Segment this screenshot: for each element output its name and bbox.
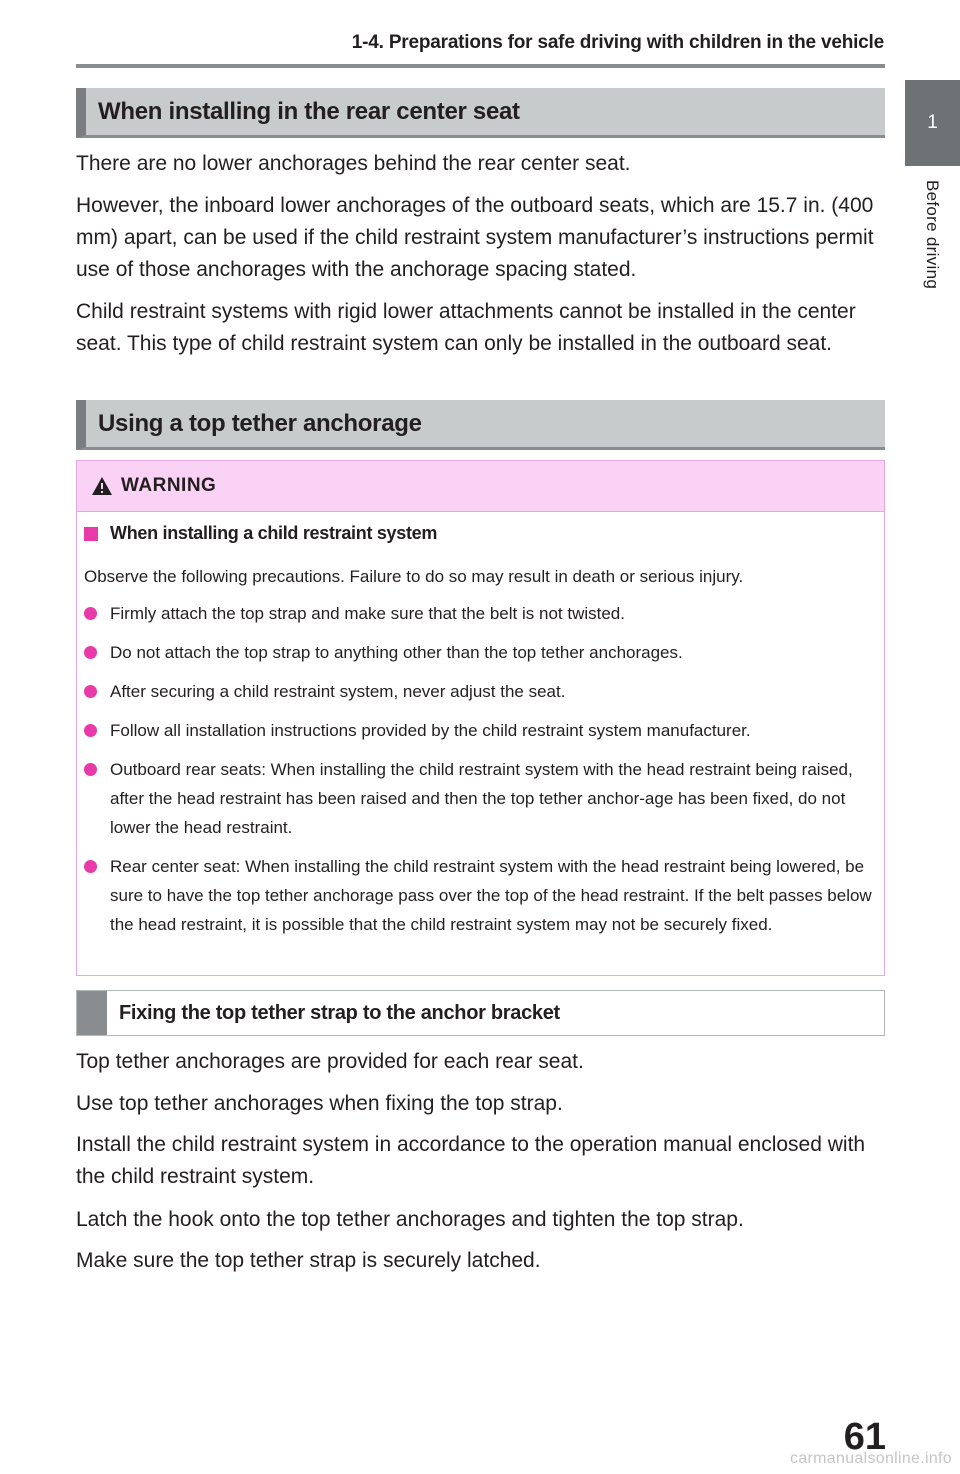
- bullet-icon: [84, 646, 97, 659]
- list-item: [84, 716, 874, 745]
- list-item: [84, 852, 874, 939]
- warning-header: [77, 461, 884, 512]
- list-item: [84, 677, 874, 706]
- list-item-text: Outboard rear seats: When installing the child restraint system with the head restraint being raised, after the head restraint has been raised and then the top tether anchor-age has been fixed, do not lower the head restraint.: [110, 760, 853, 837]
- bullet-icon: [84, 860, 97, 873]
- bullet-icon: [84, 724, 97, 737]
- section-heading-top-tether: Using a top tether anchorage: [76, 400, 885, 450]
- list-item-text: Firmly attach the top strap and make sure that the belt is not twisted.: [110, 604, 625, 623]
- section-heading-rear-center-seat: When installing in the rear center seat: [76, 88, 885, 138]
- warning-intro: Observe the following precautions. Failure to do so may result in death or serious injury.: [84, 567, 744, 586]
- warning-subheading: [84, 523, 437, 544]
- bullet-icon: [84, 607, 97, 620]
- paragraph: Child restraint systems with rigid lower attachments cannot be installed in the center seat. This type of child restraint system can only be installed in the outboard seat.: [76, 300, 856, 355]
- header-divider: [76, 64, 885, 68]
- warning-label: WARNING: [121, 475, 217, 496]
- paragraph: Top tether anchorages are provided for each rear seat.: [76, 1050, 584, 1073]
- bullet-icon: [84, 685, 97, 698]
- warning-triangle-icon: [91, 476, 113, 496]
- list-item-text: Follow all installation instructions provided by the child restraint system manufacturer.: [110, 721, 751, 740]
- paragraph: Install the child restraint system in accordance to the operation manual enclosed with the child restraint system.: [76, 1133, 866, 1188]
- paragraph: Use top tether anchorages when fixing the top strap.: [76, 1092, 563, 1115]
- list-item: [84, 755, 874, 842]
- warning-list: [84, 599, 874, 949]
- bullet-icon: [84, 763, 97, 776]
- subsection-heading-fixing-strap: [76, 990, 885, 1036]
- square-bullet-icon: [84, 527, 98, 541]
- chapter-tab[interactable]: [905, 80, 960, 166]
- page-number: 61: [843, 1416, 886, 1458]
- list-item: [84, 599, 874, 628]
- list-item-text: Rear center seat: When installing the child restraint system with the head restraint being lowered, be sure to have the top tether anchorage pass over the top of the head restraint. If the belt passes below the head restraint, it is possible that the child restraint system may not be securely fixed.: [110, 857, 872, 934]
- warning-subheading-text: When installing a child restraint system: [110, 523, 438, 543]
- warning-box: [76, 460, 885, 976]
- running-header: 1-4. Preparations for safe driving with children in the vehicle: [351, 32, 884, 53]
- chapter-number: 1: [927, 112, 938, 133]
- list-item-text: After securing a child restraint system, never adjust the seat.: [110, 682, 566, 701]
- paragraph: Latch the hook onto the top tether anchorages and tighten the top strap.: [76, 1208, 744, 1231]
- subsection-marker: [77, 991, 107, 1035]
- chapter-label: Before driving: [923, 180, 942, 290]
- list-item-text: Do not attach the top strap to anything other than the top tether anchorages.: [110, 643, 683, 662]
- paragraph: Make sure the top tether strap is securely latched.: [76, 1249, 541, 1272]
- subsection-title: Fixing the top tether strap to the anchor bracket: [119, 1001, 560, 1024]
- paragraph: There are no lower anchorages behind the rear center seat.: [76, 152, 631, 175]
- list-item: [84, 638, 874, 667]
- footer-watermark: carmanualsonline.info: [790, 1450, 952, 1467]
- paragraph: However, the inboard lower anchorages of the outboard seats, which are 15.7 in. (400 mm) apart, can be used if the child restraint system manufacturer’s instructions permit use of those anchorages with the anchorage spacing stated.: [76, 194, 874, 281]
